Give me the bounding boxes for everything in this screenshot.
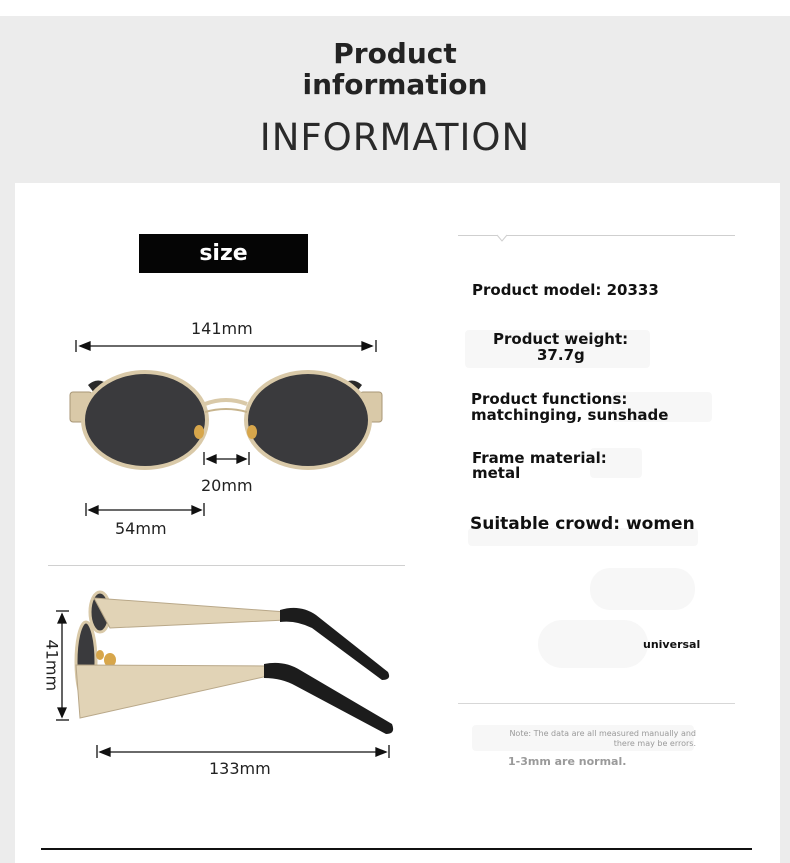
bottom-rule bbox=[41, 848, 752, 850]
frame-material-value: metal bbox=[472, 464, 521, 482]
note-text bbox=[486, 729, 696, 749]
universal-label: universal bbox=[643, 638, 701, 651]
title-line-1: Product bbox=[333, 37, 457, 70]
info-bottom-line bbox=[458, 703, 735, 704]
product-weight-value: 37.7g bbox=[537, 346, 585, 364]
title-line-2: information bbox=[302, 68, 488, 101]
frame-material-label: Frame material: bbox=[472, 449, 607, 467]
lens-width-label: 54mm bbox=[115, 519, 167, 538]
note-tolerance: 1-3mm are normal. bbox=[508, 755, 627, 768]
temple-length-arrow bbox=[97, 745, 389, 758]
product-weight-label: Product weight: bbox=[493, 330, 629, 348]
product-functions-label: Product functions: bbox=[471, 390, 628, 408]
total-width-label: 141mm bbox=[191, 319, 253, 338]
page-subtitle: INFORMATION bbox=[259, 116, 531, 159]
notch-marker bbox=[497, 235, 507, 242]
suitable-crowd: Suitable crowd: women bbox=[470, 514, 695, 534]
size-badge: size bbox=[139, 234, 308, 273]
decor-bg-2 bbox=[538, 620, 648, 668]
note-line-2: there may be errors. bbox=[613, 739, 696, 748]
product-functions-value: matchinging, sunshade bbox=[471, 406, 669, 424]
lens-height-label: 41mm bbox=[42, 639, 62, 692]
temple-length-label: 133mm bbox=[209, 759, 271, 778]
decor-bg-1 bbox=[590, 568, 695, 610]
bridge-label: 20mm bbox=[201, 476, 253, 495]
product-model: Product model: 20333 bbox=[472, 281, 659, 299]
note-line-1: Note: The data are all measured manually and bbox=[509, 729, 696, 738]
